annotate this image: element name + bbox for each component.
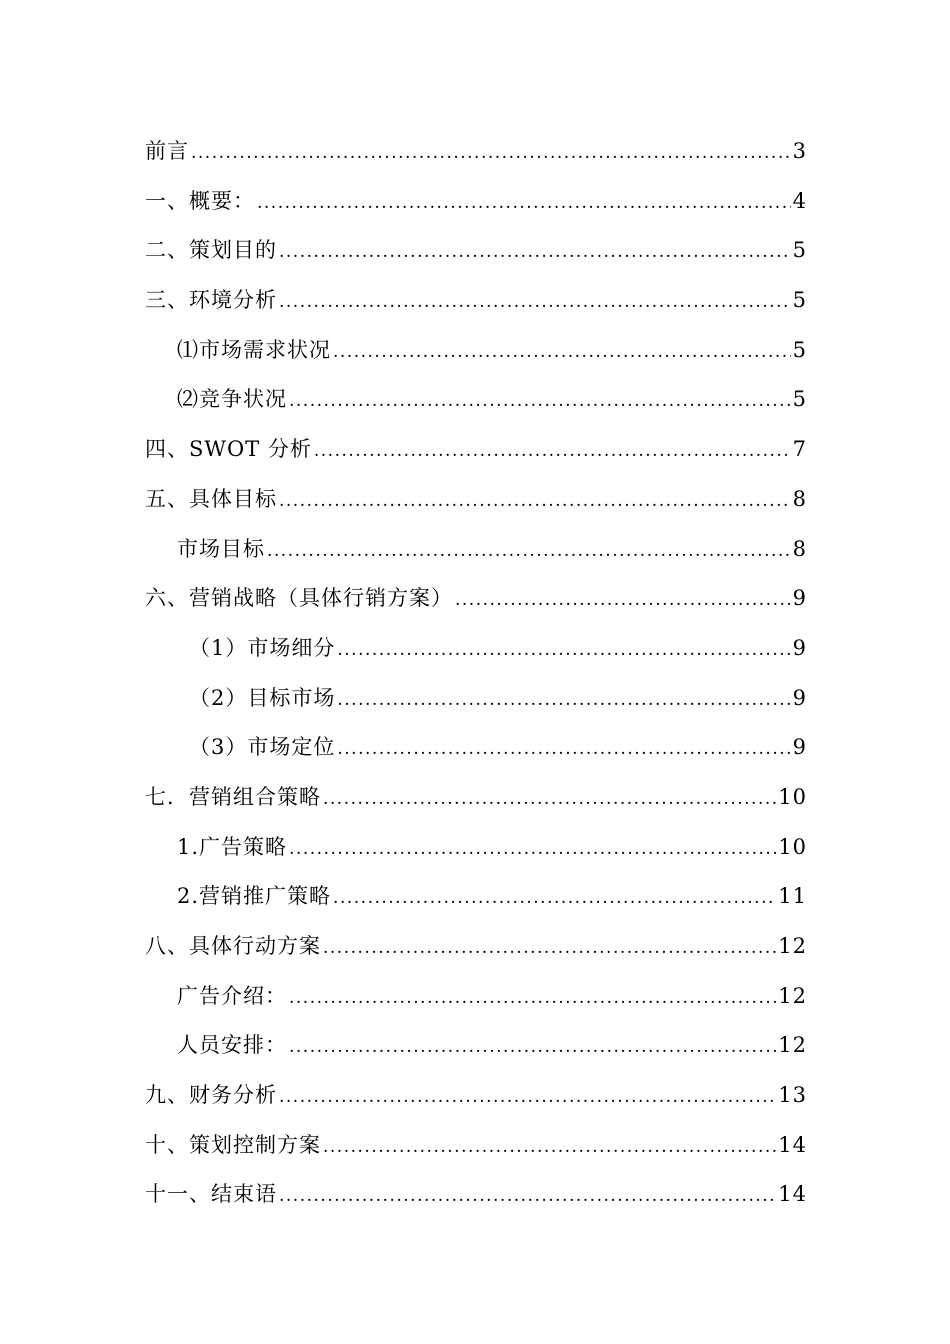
toc-entry-action-plan[interactable] [145, 925, 807, 975]
toc-entry-swot[interactable] [145, 428, 807, 478]
toc-entry-title: ⑵竞争状况 [177, 387, 287, 412]
toc-entry-conclusion[interactable] [145, 1173, 807, 1223]
toc-entry-marketing-mix[interactable] [145, 776, 807, 826]
toc-entry-title: 人员安排： [177, 1033, 287, 1058]
toc-dot-leader [323, 1126, 776, 1169]
toc-entry-staffing[interactable] [145, 1024, 807, 1074]
toc-entry-title: 十一、结束语 [145, 1182, 277, 1207]
toc-entry-control-plan[interactable] [145, 1124, 807, 1174]
toc-entry-market-positioning[interactable] [145, 726, 807, 776]
toc-dot-leader [333, 877, 776, 920]
toc-dot-leader [455, 579, 791, 622]
toc-page-number: 8 [792, 536, 807, 561]
toc-page-number: 12 [778, 1033, 807, 1058]
toc-entry-title: （2）目标市场 [189, 685, 336, 710]
toc-entry-title: 前言 [145, 139, 189, 163]
toc-entry-specific-goals[interactable] [145, 478, 807, 528]
table-of-contents [145, 130, 807, 1223]
toc-dot-leader [333, 331, 791, 374]
toc-page-number: 14 [778, 1182, 807, 1207]
toc-page-number: 7 [792, 437, 807, 462]
toc-entry-environment-analysis[interactable] [145, 279, 807, 329]
toc-page-number: 10 [778, 834, 807, 859]
toc-entry-market-demand[interactable] [145, 329, 807, 379]
toc-entry-target-market[interactable] [145, 677, 807, 727]
toc-entry-title: （1）市场细分 [189, 635, 336, 660]
toc-entry-title: （3）市场定位 [189, 735, 336, 760]
toc-page-number: 10 [778, 784, 807, 809]
toc-dot-leader [279, 480, 791, 523]
toc-dot-leader [279, 281, 791, 324]
toc-page-number: 14 [778, 1132, 807, 1157]
toc-dot-leader [337, 679, 790, 722]
toc-entry-preface[interactable] [145, 130, 807, 180]
toc-entry-title: 广告介绍： [177, 983, 287, 1008]
toc-entry-title: 一、概要： [145, 188, 255, 213]
toc-dot-leader [289, 380, 791, 423]
toc-dot-leader [289, 1026, 776, 1069]
toc-entry-title: 六、营销战略（具体行销方案） [145, 586, 453, 611]
toc-dot-leader [323, 778, 776, 821]
toc-page-number: 9 [792, 635, 807, 660]
toc-entry-financial-analysis[interactable] [145, 1074, 807, 1124]
toc-page-number: 12 [778, 983, 807, 1008]
toc-page-number: 5 [792, 387, 807, 412]
toc-entry-title: 十、策划控制方案 [145, 1132, 321, 1157]
toc-dot-leader [279, 1076, 776, 1119]
toc-entry-title: 四、SWOT 分析 [145, 437, 312, 462]
toc-dot-leader [289, 828, 776, 871]
toc-entry-market-segmentation[interactable] [145, 627, 807, 677]
toc-entry-title: ⑴市场需求状况 [177, 337, 331, 362]
toc-dot-leader [289, 977, 776, 1020]
toc-entry-title: 九、财务分析 [145, 1083, 277, 1108]
toc-dot-leader [279, 1175, 776, 1218]
toc-entry-title: 市场目标 [177, 536, 265, 561]
toc-entry-title: 1.广告策略 [177, 834, 288, 859]
toc-page-number: 11 [778, 884, 807, 909]
toc-entry-ad-introduction[interactable] [145, 975, 807, 1025]
toc-page-number: 9 [792, 685, 807, 710]
toc-dot-leader [279, 231, 791, 274]
toc-entry-marketing-strategy[interactable] [145, 577, 807, 627]
toc-page-number: 9 [792, 586, 807, 611]
toc-entry-competition[interactable] [145, 378, 807, 428]
toc-dot-leader [314, 430, 791, 473]
toc-entry-planning-purpose[interactable] [145, 229, 807, 279]
toc-entry-title: 2.营销推广策略 [177, 884, 332, 909]
toc-page-number: 12 [778, 934, 807, 958]
toc-page-number: 13 [778, 1083, 807, 1108]
toc-dot-leader [337, 728, 790, 771]
toc-entry-title: 七．营销组合策略 [145, 784, 321, 809]
toc-entry-market-goals[interactable] [145, 528, 807, 578]
toc-page-number: 3 [792, 139, 807, 163]
toc-dot-leader [337, 629, 790, 672]
toc-entry-promotion-strategy[interactable] [145, 875, 807, 925]
toc-entry-title: 八、具体行动方案 [145, 934, 321, 958]
toc-dot-leader [191, 132, 791, 175]
toc-dot-leader [323, 927, 776, 970]
toc-page-number: 4 [792, 188, 807, 213]
toc-entry-title: 二、策划目的 [145, 238, 277, 263]
toc-page-number: 8 [792, 486, 807, 511]
toc-dot-leader [267, 530, 791, 573]
toc-page-number: 5 [792, 238, 807, 263]
toc-dot-leader [257, 182, 791, 225]
toc-entry-title: 三、环境分析 [145, 288, 277, 313]
toc-page-number: 9 [792, 735, 807, 760]
toc-entry-advertising-strategy[interactable] [145, 826, 807, 876]
toc-page-number: 5 [792, 288, 807, 313]
toc-entry-title: 五、具体目标 [145, 486, 277, 511]
toc-entry-overview[interactable] [145, 180, 807, 230]
toc-page-number: 5 [792, 337, 807, 362]
